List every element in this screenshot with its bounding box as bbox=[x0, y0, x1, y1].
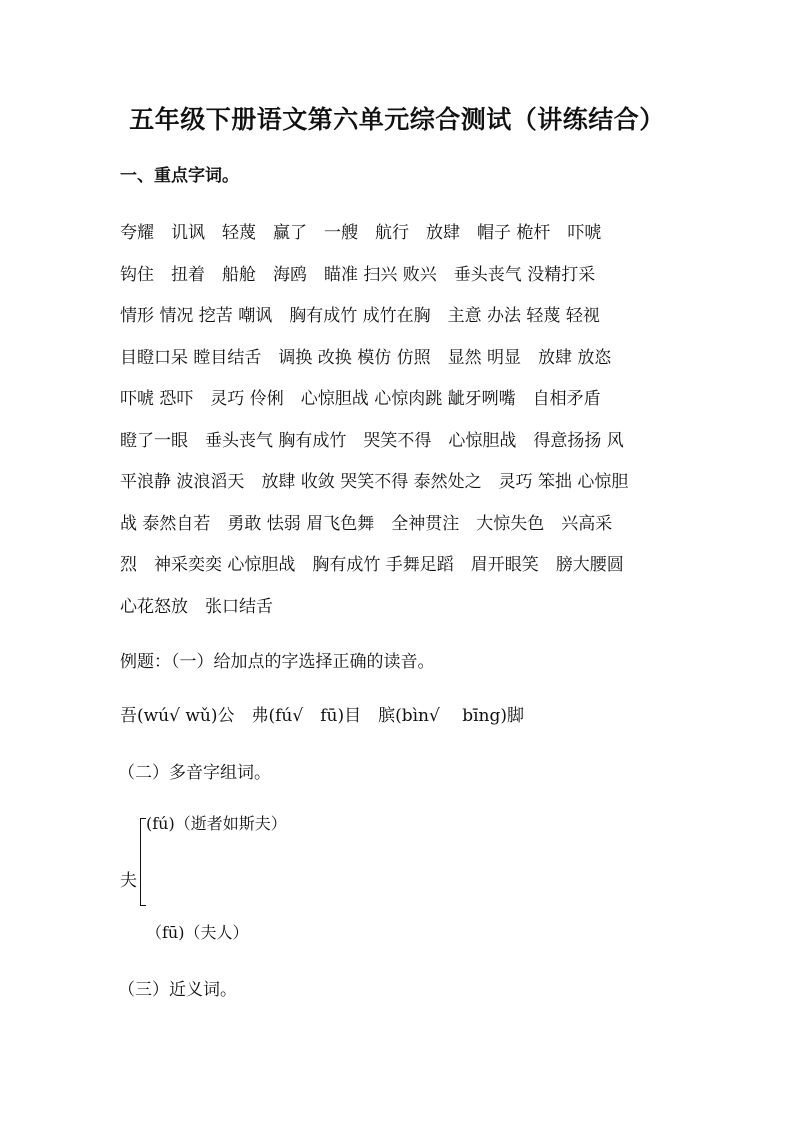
polyphone-reading-2: （fū)（夫人） bbox=[146, 923, 249, 942]
vocab-line: 烈 神采奕奕 心惊胆战 胸有成竹 手舞足蹈 眉开眼笑 膀大腰圆 bbox=[120, 555, 624, 575]
vocab-line: 心花怒放 张口结舌 bbox=[120, 596, 273, 617]
pinyin-answer-line: 吾(wú√ wǔ)公 弗(fú√ fū)目 膑(bìn√ bīng)脚 bbox=[120, 706, 524, 726]
vocab-line: 战 泰然自若 勇敢 怯弱 眉飞色舞 全神贯注 大惊失色 兴高采 bbox=[120, 513, 613, 534]
vocab-line: 情形 情况 挖苦 嘲讽 胸有成竹 成竹在胸 主意 办法 轻蔑 轻视 bbox=[120, 306, 600, 326]
vocab-line: 目瞪口呆 瞠目结舌 调换 改换 模仿 仿照 显然 明显 放肆 放恣 bbox=[120, 347, 612, 368]
polyphone-subheading: （二）多音字组词。 bbox=[118, 763, 271, 783]
vocab-line: 瞪了一眼 垂头丧气 胸有成竹 哭笑不得 心惊胆战 得意扬扬 风 bbox=[120, 430, 624, 451]
vocab-line: 平浪静 波浪滔天 放肆 收敛 哭笑不得 泰然处之 灵巧 笨拙 心惊胆 bbox=[120, 472, 629, 492]
vocab-line: 钩住 扭着 船舱 海鸥 瞄准 扫兴 败兴 垂头丧气 没精打采 bbox=[120, 264, 596, 285]
vocab-line: 夸耀 讥讽 轻蔑 赢了 一艘 航行 放肆 帽子 桅杆 吓唬 bbox=[120, 223, 602, 243]
polyphone-character: 夫 bbox=[120, 871, 137, 891]
polyphone-reading-1: (fú)（逝者如斯夫） bbox=[146, 814, 287, 833]
synonym-subheading: （三）近义词。 bbox=[118, 980, 237, 1000]
page-title: 五年级下册语文第六单元综合测试（讲练结合） bbox=[129, 105, 665, 134]
example-title: 例题：（一）给加点的字选择正确的读音。 bbox=[120, 652, 435, 672]
section-heading-key-words: 一、重点字词。 bbox=[120, 166, 239, 186]
vocab-line: 吓唬 恐吓 灵巧 伶俐 心惊胆战 心惊肉跳 龇牙咧嘴 自相矛盾 bbox=[120, 389, 601, 409]
vocabulary-block bbox=[120, 213, 680, 628]
